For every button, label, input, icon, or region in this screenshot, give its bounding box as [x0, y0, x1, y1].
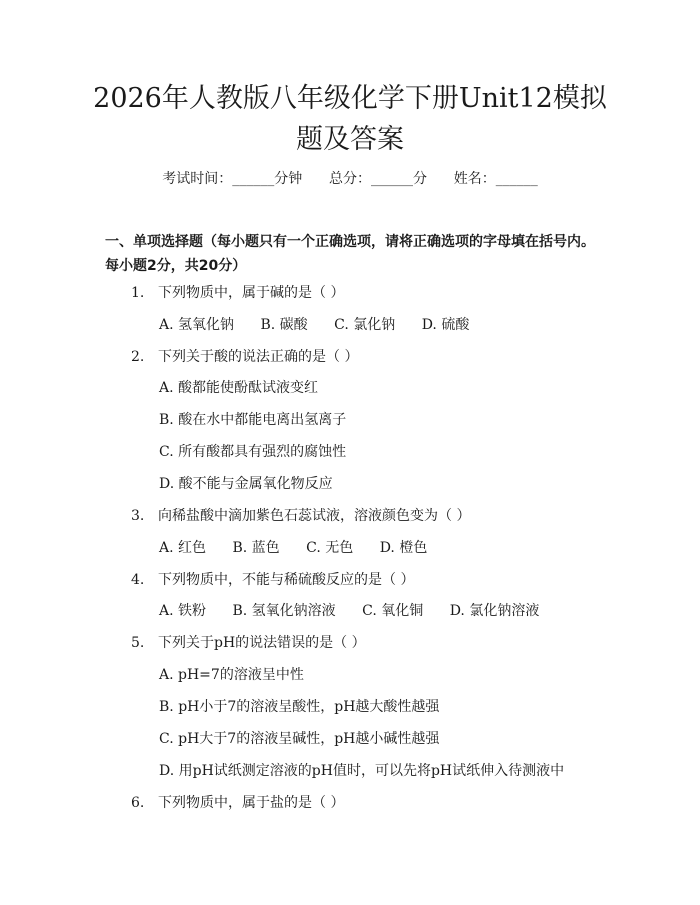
question-3 [131, 505, 470, 525]
option-b: B. pH小于7的溶液呈酸性，pH越大酸性越强 [159, 699, 440, 715]
question-1-options [159, 314, 491, 334]
question-4 [131, 569, 414, 589]
option-a: A. 铁粉 [159, 603, 207, 619]
option-d: D. 硫酸 [421, 317, 470, 333]
option-b: B. 氢氧化钠溶液 [232, 603, 336, 619]
option-a: A. pH=7的溶液呈中性 [159, 667, 304, 683]
option-a: A. 氢氧化钠 [159, 317, 235, 333]
question-1 [131, 282, 344, 302]
option-c: C. 无色 [306, 540, 354, 556]
question-text: 向稀盐酸中滴加紫色石蕊试液，溶液颜色变为（ ） [158, 508, 471, 524]
question-number: 5. [131, 635, 145, 651]
option-c: C. 氧化铜 [362, 603, 424, 619]
question-text: 下列物质中，不能与稀硫酸反应的是（ ） [158, 572, 415, 588]
option-b: B. 碳酸 [260, 317, 308, 333]
question-4-options [159, 600, 561, 620]
option-d: D. 橙色 [379, 540, 428, 556]
option-d: D. 氯化钠溶液 [449, 603, 540, 619]
option-b: B. 酸在水中都能电离出氢离子 [159, 412, 347, 428]
question-number: 3. [131, 508, 145, 524]
question-text: 下列关于pH的说法错误的是（ ） [158, 635, 366, 651]
section-heading: 一、单项选择题（每小题只有一个正确选项，请将正确选项的字母填在括号内。每小题2分，共20分） [105, 234, 595, 274]
question-text: 下列物质中，属于盐的是（ ） [158, 795, 345, 811]
question-6 [131, 792, 344, 812]
option-b: B. 蓝色 [232, 540, 280, 556]
question-text: 下列物质中，属于碱的是（ ） [158, 285, 345, 301]
question-number: 4. [131, 572, 145, 588]
document-title [90, 78, 610, 160]
option-a: A. 红色 [159, 540, 207, 556]
question-3-options [159, 537, 449, 557]
question-number: 6. [131, 795, 145, 811]
question-text: 下列关于酸的说法正确的是（ ） [158, 349, 359, 365]
option-a: A. 酸都能使酚酞试液变红 [159, 380, 319, 396]
question-5 [131, 632, 366, 652]
question-number: 2. [131, 349, 145, 365]
option-c: C. 所有酸都具有强烈的腐蚀性 [159, 444, 347, 460]
option-d: D. 用pH试纸测定溶液的pH值时，可以先将pH试纸伸入待测液中 [159, 763, 565, 779]
option-c: C. 氯化钠 [334, 317, 396, 333]
exam-meta-line: 考试时间：______分钟 总分：______分 姓名：______ [162, 171, 538, 187]
option-c: C. pH大于7的溶液呈碱性，pH越小碱性越强 [159, 731, 440, 747]
question-2 [131, 346, 358, 366]
question-number: 1. [131, 285, 145, 301]
title-line-1: 2026年人教版八年级化学下册Unit12模拟 [93, 83, 607, 114]
title-line-2: 题及答案 [296, 124, 404, 155]
option-d: D. 酸不能与金属氧化物反应 [159, 476, 333, 492]
